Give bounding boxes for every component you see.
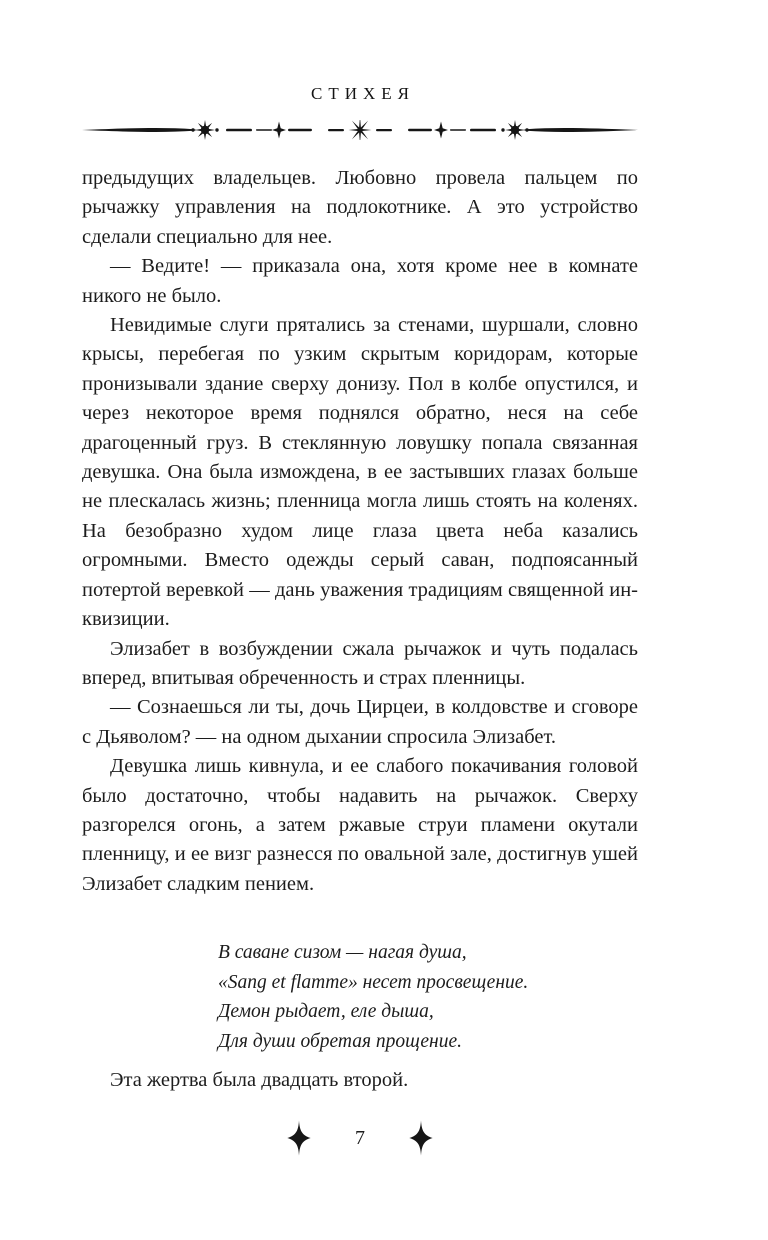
four-point-star-icon	[434, 122, 448, 139]
running-head-title: СТИХЕЯ	[311, 84, 415, 103]
four-point-star-icon	[272, 122, 286, 139]
verse-line: В саване сизом — нагая душа,	[218, 942, 467, 963]
four-point-star-icon	[284, 1118, 314, 1158]
four-point-star-icon	[406, 1118, 436, 1158]
verse-line: «Sang et flamme» несет просвещение.	[218, 971, 529, 993]
closing-paragraph: Эта жертва была двадцать второй.	[110, 1069, 409, 1091]
paragraph: — Сознаешься ли ты, дочь Цирцеи, в колдовстве и сговоре с Дьяволом? — на одном дыхании спросила Элизабет.	[82, 696, 638, 748]
paragraph: Девушка лишь кивнула, и ее слабого покачивания головой было достаточно, чтобы надавить на рычажок. Сверху разгорелся огонь, а затем ржавые струи пламени окутали пленницу, и ее визг разнесся по овальной зале, достигнув ушей Элизабет сладким пением.	[82, 755, 638, 895]
center-star-icon	[349, 120, 372, 140]
verse-line: Для души обретая прощение.	[218, 1030, 462, 1052]
verse-block	[218, 938, 528, 1056]
page-footer	[82, 1114, 638, 1162]
paragraph: Элизабет в возбуждении сжала рычажок и чуть подалась вперед, впитывая обреченность и страх пленницы.	[82, 637, 638, 689]
paragraph: предыдущих владельцев. Любовно провела пальцем по рычажку управления на подлокотнике. А это устройство сделали специально для нее.	[82, 167, 638, 248]
burst-star-icon	[191, 120, 218, 140]
verse-line: Демон рыдает, еле дыша,	[218, 1001, 434, 1023]
body-paragraphs	[82, 164, 638, 899]
paragraph: — Ведите! — приказала она, хотя кроме нее в комнате никого не было.	[82, 255, 638, 307]
page-number: 7	[355, 1127, 365, 1149]
chapter-divider-ornament	[82, 120, 638, 140]
paragraph: Невидимые слуги прятались за стенами, шуршали, словно крысы, перебегая по узким скрытым коридорам, которые пронизывали здание сверху донизу. Пол в колбе опустился, и через некоторое время поднялся обратно, неся на себе драгоценный груз. В стеклянную ловушку попала связанная девушка. Она была измождена, в ее застывших глазах больше не плескалась жизнь; пленница могла лишь стоять на коленях. На безобразно худом лице глаза цвета неба казались огромными. Вместо одежды серый саван, подпоясанный потертой веревкой — дань уважения традициям священной инквизиции.	[82, 314, 638, 631]
